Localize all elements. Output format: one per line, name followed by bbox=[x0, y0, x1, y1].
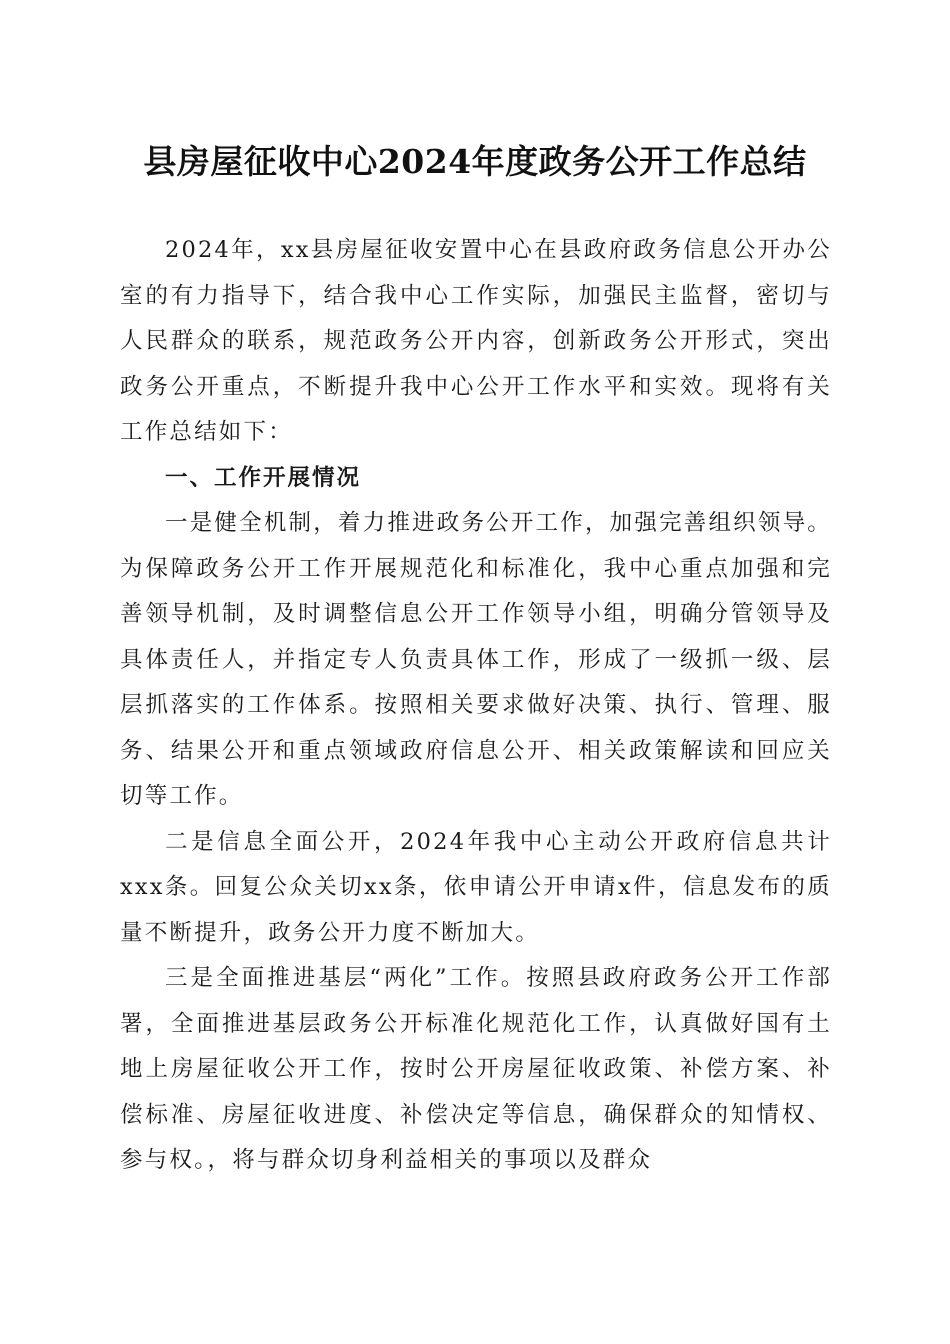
body-paragraph-1: 一是健全机制，着力推进政务公开工作，加强完善组织领导。为保障政务公开工作开展规范化和标准化，我中心重点加强和完善领导机制，及时调整信息公开工作领导小组，明确分管领导及具体责任人，并指定专人负责具体工作，形成了一级抓一级、层层抓落实的工作体系。按照相关要求做好决策、执行、管理、服务、结果公开和重点领域政府信息公开、相关政策解读和回应关切等工作。 bbox=[120, 510, 832, 809]
section-heading: 一、工作开展情况 bbox=[165, 464, 362, 491]
document-title: 县房屋征收中心2024年度政务公开工作总结 bbox=[143, 142, 807, 181]
body-paragraph-2: 二是信息全面公开，2024年我中心主动公开政府信息共计xxx条。回复公众关切xx条，依申请公开申请x件，信息发布的质量不断提升，政务公开力度不断加大。 bbox=[120, 828, 832, 946]
document-body bbox=[120, 228, 832, 1184]
body-paragraph-3: 三是全面推进基层“两化”工作。按照县政府政务公开工作部署，全面推进基层政务公开标准化规范化工作，认真做好国有土地上房屋征收公开工作，按时公开房屋征收政策、补偿方案、补偿标准、房屋征收进度、补偿决定等信息，确保群众的知情权、参与权。，将与群众切身利益相关的事项以及群众 bbox=[120, 965, 832, 1173]
intro-paragraph: 2024年，xx县房屋征收安置中心在县政府政务信息公开办公室的有力指导下，结合我中心工作实际，加强民主监督，密切与人民群众的联系，规范政务公开内容，创新政务公开形式，突出政务公开重点，不断提升我中心公开工作水平和实效。现将有关工作总结如下： bbox=[120, 237, 832, 445]
